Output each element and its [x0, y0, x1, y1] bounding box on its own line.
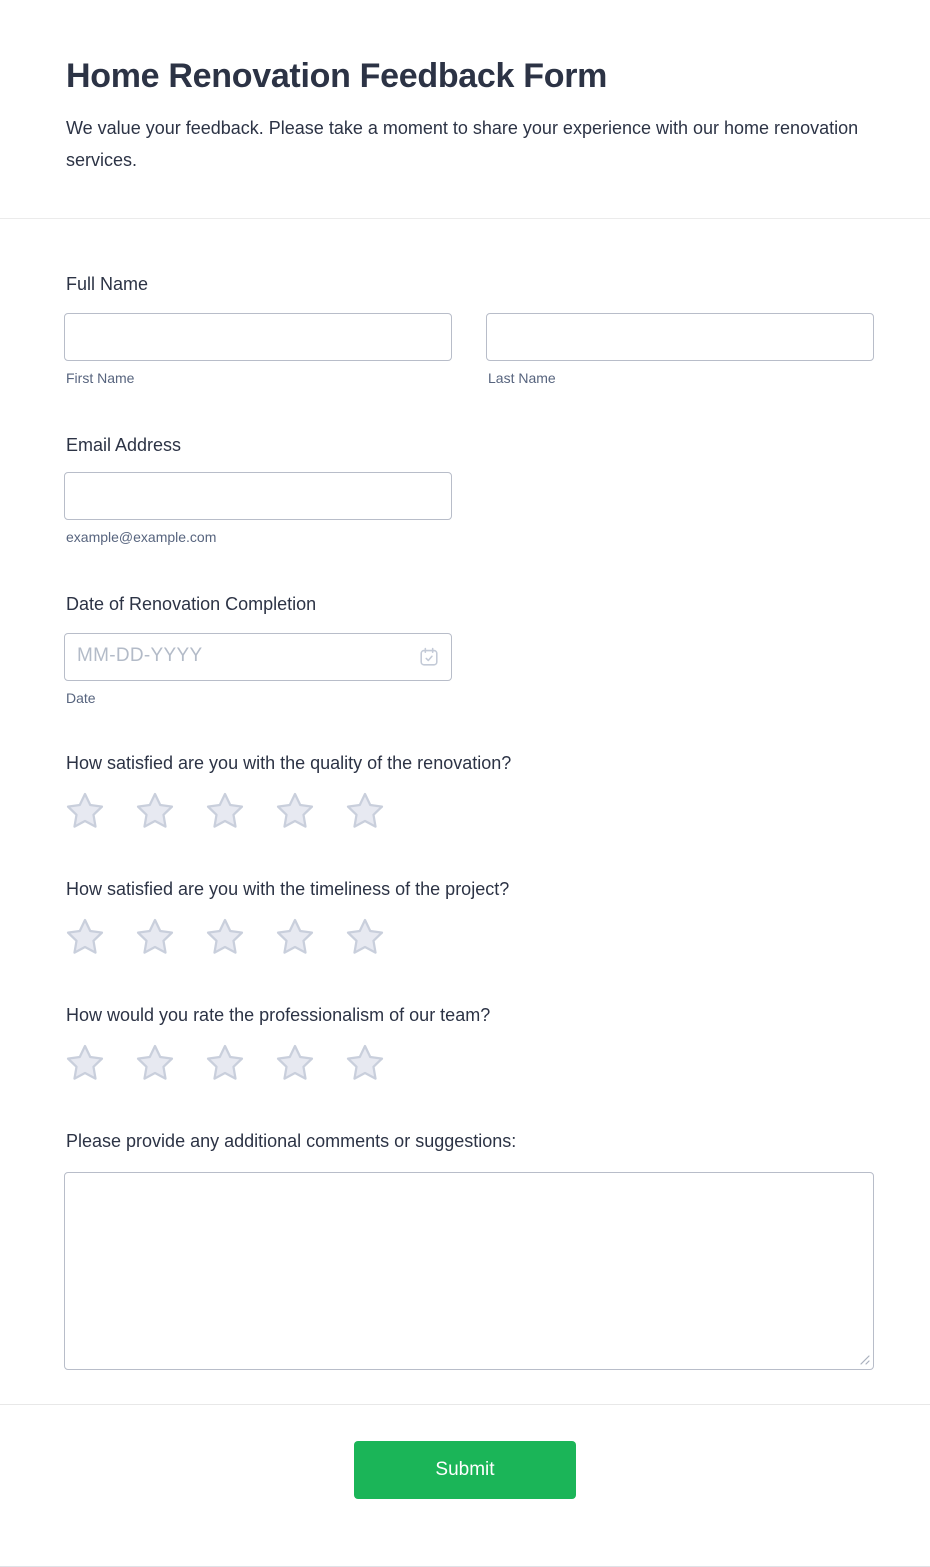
email-sublabel: example@example.com — [66, 529, 217, 545]
first-name-input[interactable] — [64, 313, 452, 361]
first-name-column — [64, 313, 452, 386]
field-email — [64, 434, 866, 545]
star-icon[interactable] — [204, 790, 246, 832]
field-rating-timeliness — [64, 878, 866, 958]
form-body — [0, 273, 930, 1370]
star-icon[interactable] — [344, 916, 386, 958]
date-label: Date of Renovation Completion — [66, 594, 317, 614]
star-icon[interactable] — [274, 916, 316, 958]
footer-divider — [0, 1404, 930, 1405]
star-icon[interactable] — [64, 1042, 106, 1084]
professionalism-star-rating — [64, 1042, 866, 1084]
timeliness-star-rating — [64, 916, 866, 958]
full-name-inputs-row — [64, 313, 866, 386]
comments-textarea[interactable] — [64, 1172, 874, 1370]
star-icon[interactable] — [204, 916, 246, 958]
form-subtitle: We value your feedback. Please take a moment to share your experience with our home renovation services. — [66, 118, 859, 170]
submit-row — [0, 1441, 930, 1549]
last-name-input[interactable] — [486, 313, 874, 361]
field-comments — [64, 1130, 866, 1370]
star-icon[interactable] — [134, 1042, 176, 1084]
star-icon[interactable] — [134, 790, 176, 832]
field-rating-professionalism — [64, 1004, 866, 1084]
date-sublabel: Date — [66, 690, 96, 706]
field-date — [64, 593, 866, 706]
star-icon[interactable] — [64, 790, 106, 832]
date-input-wrap — [64, 633, 452, 681]
timeliness-question-label: How satisfied are you with the timeliness of the project? — [66, 879, 510, 899]
star-icon[interactable] — [204, 1042, 246, 1084]
last-name-sublabel: Last Name — [488, 370, 556, 386]
submit-button[interactable]: Submit — [354, 1441, 576, 1499]
first-name-sublabel: First Name — [66, 370, 135, 386]
field-full-name — [64, 273, 866, 386]
form-header — [0, 0, 930, 219]
comments-textarea-wrap — [64, 1172, 874, 1370]
last-name-column — [486, 313, 874, 386]
email-label: Email Address — [66, 435, 182, 455]
star-icon[interactable] — [344, 790, 386, 832]
quality-star-rating — [64, 790, 866, 832]
calendar-check-icon — [418, 646, 440, 668]
star-icon[interactable] — [274, 790, 316, 832]
star-icon[interactable] — [134, 916, 176, 958]
form-title: Home Renovation Feedback Form — [66, 57, 608, 95]
field-rating-quality — [64, 752, 866, 832]
date-input[interactable] — [64, 633, 452, 681]
full-name-label: Full Name — [66, 274, 149, 294]
star-icon[interactable] — [64, 916, 106, 958]
email-input[interactable] — [64, 472, 452, 520]
star-icon[interactable] — [274, 1042, 316, 1084]
comments-label: Please provide any additional comments or suggestions: — [66, 1131, 517, 1151]
calendar-picker-button[interactable] — [418, 646, 440, 668]
star-icon[interactable] — [344, 1042, 386, 1084]
quality-question-label: How satisfied are you with the quality of the renovation? — [66, 753, 512, 773]
professionalism-question-label: How would you rate the professionalism of our team? — [66, 1005, 491, 1025]
